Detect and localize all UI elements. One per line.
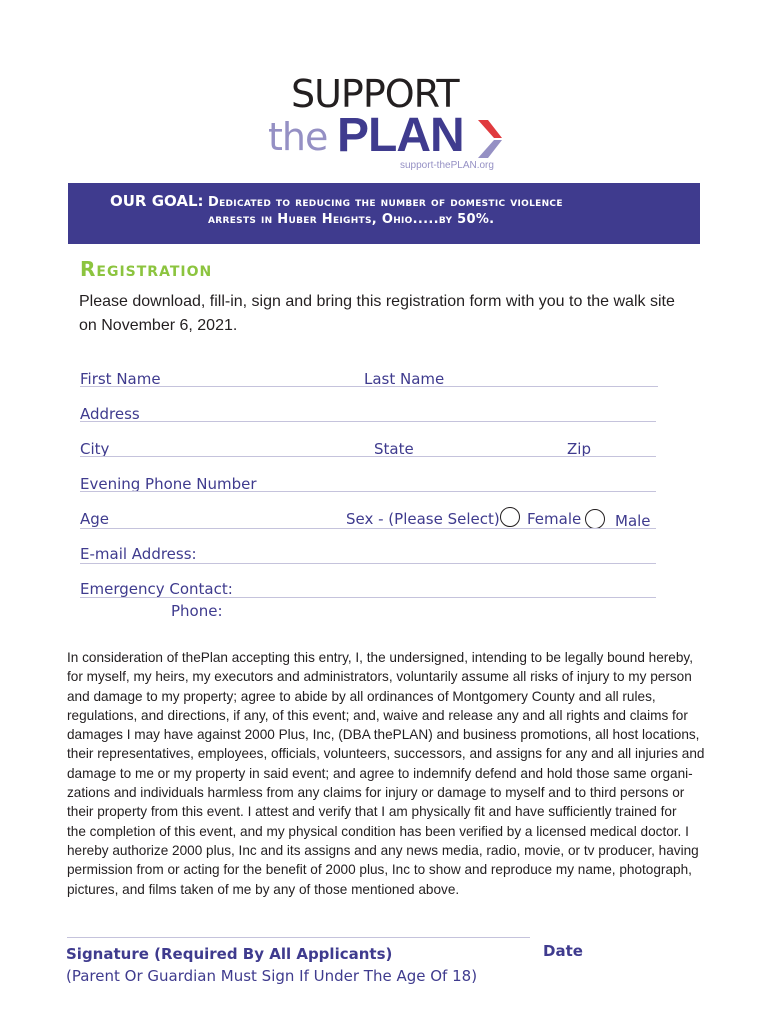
logo-plan-text: PLAN <box>337 109 464 162</box>
waiver-line: zations and individuals harmless from any claims for injury or damage to myself and to third persons or <box>67 785 685 801</box>
waiver-line: damages I may have against 2000 Plus, Inc, (DBA thePLAN) and business promotions, all host locations, <box>67 727 700 743</box>
waiver-line: for myself, my heirs, my executors and administrators, voluntarily assume all risks of injury to my person <box>67 669 692 685</box>
age-label: Age <box>80 510 110 528</box>
signature-label: Signature (Required By All Applicants) <box>66 945 393 963</box>
goal-banner <box>68 183 700 244</box>
emergency-contact-field[interactable] <box>80 597 656 598</box>
waiver-line: the completion of this event, and my physical condition has been verified by a licensed medical doctor. I <box>67 823 689 839</box>
zip-label: Zip <box>567 440 591 458</box>
state-label: State <box>374 440 414 458</box>
waiver-line: their representatives, employees, officials, volunteers, successors, and assigns for any and all injuries and <box>67 746 705 762</box>
goal-text <box>208 194 688 228</box>
goal-line-1: Dedicated to reducing the number of domestic violence <box>208 195 563 210</box>
waiver-line: pictures, and films taken of me by any of those mentioned above. <box>67 881 460 897</box>
sex-label: Sex - (Please Select) <box>346 510 500 528</box>
first-last-name-field[interactable] <box>80 386 658 387</box>
waiver-text <box>67 648 735 899</box>
evening-phone-field[interactable] <box>80 491 656 492</box>
date-label: Date <box>543 942 583 960</box>
waiver-line: hereby authorize 2000 plus, Inc and its assigns and any news media, radio, movie, or tv producer, having <box>67 842 699 858</box>
logo-the-text: the <box>268 115 328 159</box>
registration-instructions: Please download, fill-in, sign and bring this registration form with you to the walk site on November 6, 2021. <box>79 293 675 334</box>
last-name-label: Last Name <box>364 370 445 388</box>
logo-url: support-thePLAN.org <box>400 160 494 171</box>
email-field[interactable] <box>80 563 656 564</box>
address-field[interactable] <box>80 421 656 422</box>
emergency-contact-label: Emergency Contact: <box>80 580 233 598</box>
logo-chevron-icon <box>474 116 506 162</box>
female-label: Female <box>527 510 582 528</box>
waiver-line: and damage to my property; agree to abide by all ordinances of Montgomery County and all rules, <box>67 688 656 704</box>
signature-field[interactable] <box>67 937 530 938</box>
registration-heading: Registration <box>80 257 213 281</box>
city-label: City <box>80 440 110 458</box>
waiver-line: damage to me or my property in said event; and agree to indemnify defend and hold those same organi- <box>67 765 693 781</box>
email-label: E-mail Address: <box>80 545 197 563</box>
waiver-line: In consideration of thePlan accepting this entry, I, the undersigned, intending to be legally bound hereby, <box>67 650 693 665</box>
address-label: Address <box>80 405 140 423</box>
waiver-line: their property from this event. I attest and verify that I am physically fit and have sufficiently trained for <box>67 804 677 820</box>
waiver-line: regulations, and directions, if any, of this event; and, waive and release any and all rights and claims for <box>67 707 688 723</box>
city-state-zip-field[interactable] <box>80 456 656 457</box>
goal-line-2: arrests in Huber Heights, Ohio.....by 50%. <box>208 212 495 227</box>
waiver-line: permission from or acting for the benefit of 2000 plus, Inc to show and reproduce my name, photograph, <box>67 862 692 878</box>
emergency-phone-label: Phone: <box>171 602 223 620</box>
goal-label: OUR GOAL: <box>110 192 204 210</box>
female-radio[interactable] <box>500 507 520 527</box>
logo-support-text: SUPPORT <box>291 72 459 116</box>
male-label: Male <box>615 512 651 530</box>
male-radio[interactable] <box>585 509 605 529</box>
first-name-label: First Name <box>80 370 161 388</box>
signature-note: (Parent Or Guardian Must Sign If Under The Age Of 18) <box>66 967 478 985</box>
age-field[interactable] <box>80 528 656 529</box>
evening-phone-label: Evening Phone Number <box>80 475 257 493</box>
